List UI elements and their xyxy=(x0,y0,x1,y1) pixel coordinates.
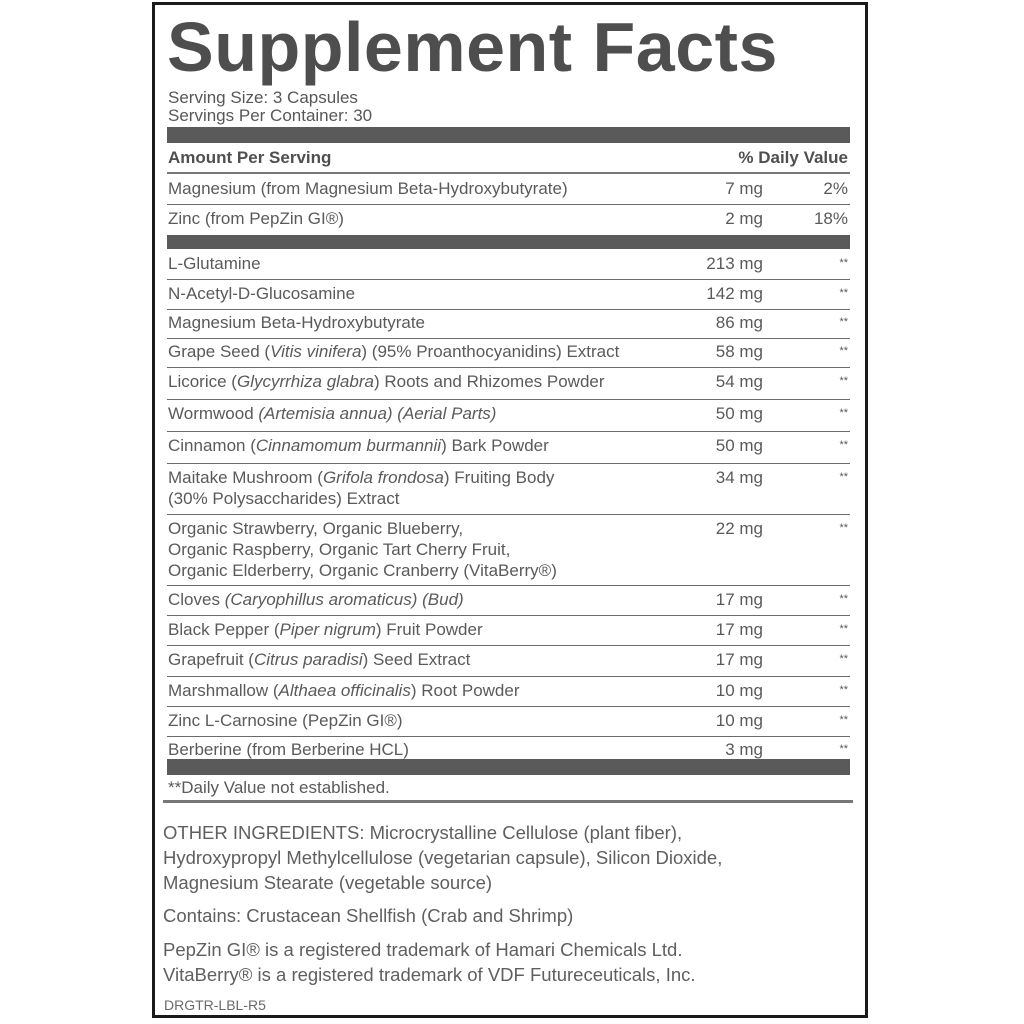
ingredient-dv: ** xyxy=(839,407,848,419)
label-code: DRGTR-LBL-R5 xyxy=(164,997,266,1013)
ingredient-row xyxy=(167,339,850,368)
ingredient-name: Marshmallow (Althaea officinalis) Root Powder xyxy=(168,681,520,700)
serving-size: Serving Size: 3 Capsules xyxy=(168,88,358,107)
ingredient-amount: 142 mg xyxy=(706,284,763,303)
ingredient-dv: ** xyxy=(839,439,848,451)
ingredient-amount: 17 mg xyxy=(715,590,763,609)
thick-divider xyxy=(167,235,850,249)
ingredient-dv: ** xyxy=(839,623,848,635)
label-title: Supplement Facts xyxy=(167,8,778,86)
ingredient-dv: ** xyxy=(839,316,848,328)
ingredient-amount: 22 mg xyxy=(715,519,763,538)
daily-value-heading: % Daily Value xyxy=(738,148,848,167)
ingredient-name: Organic Strawberry, Organic Blueberry, Organic Raspberry, Organic Tart Cherry Fruit, Organic Elderberry, Organic Cranberry (VitaBerry®) xyxy=(168,519,557,580)
nutrient-row xyxy=(167,206,850,234)
amount-per-serving-heading: Amount Per Serving xyxy=(168,148,332,167)
ingredient-amount: 213 mg xyxy=(706,254,763,273)
ingredient-amount: 17 mg xyxy=(715,650,763,669)
ingredient-amount: 10 mg xyxy=(715,681,763,700)
ingredient-row xyxy=(167,617,850,646)
ingredient-amount: 50 mg xyxy=(715,404,763,423)
ingredient-name: Wormwood (Artemisia annua) (Aerial Parts) xyxy=(168,404,497,423)
nutrient-name: Zinc (from PepZin GI®) xyxy=(168,209,344,228)
other-ingredients: OTHER INGREDIENTS: Microcrystalline Cellulose (plant fiber), Hydroxypropyl Methylcellulose (vegetarian capsule), Silicon Dioxide, Magnesium Stearate (vegetable source) xyxy=(163,822,723,893)
ingredient-row xyxy=(167,587,850,616)
ingredient-name: Maitake Mushroom (Grifola frondosa) Fruiting Body (30% Polysaccharides) Extract xyxy=(168,468,555,508)
ingredient-row xyxy=(167,369,850,400)
nutrient-dv: 2% xyxy=(823,179,848,198)
ingredient-name: Magnesium Beta-Hydroxybutyrate xyxy=(168,313,426,332)
thick-divider xyxy=(167,127,850,143)
ingredient-row xyxy=(167,516,850,586)
daily-value-footnote: **Daily Value not established. xyxy=(168,778,390,797)
ingredient-dv: ** xyxy=(839,593,848,605)
ingredient-amount: 17 mg xyxy=(715,620,763,639)
ingredient-name: Licorice (Glycyrrhiza glabra) Roots and Rhizomes Powder xyxy=(168,372,605,391)
ingredient-amount: 10 mg xyxy=(715,711,763,730)
ingredient-amount: 34 mg xyxy=(715,468,763,487)
column-header xyxy=(168,148,848,168)
ingredient-dv: ** xyxy=(839,653,848,665)
ingredient-dv: ** xyxy=(839,287,848,299)
nutrient-amount: 2 mg xyxy=(725,209,763,228)
supplement-facts-label xyxy=(152,2,868,1018)
ingredient-name: Berberine (from Berberine HCL) xyxy=(168,740,409,759)
ingredient-name: Cinnamon (Cinnamomum burmannii) Bark Powder xyxy=(168,436,549,455)
ingredient-name: Grapefruit (Citrus paradisi) Seed Extract xyxy=(168,650,471,669)
ingredient-dv: ** xyxy=(839,743,848,755)
ingredient-amount: 50 mg xyxy=(715,436,763,455)
ingredient-dv: ** xyxy=(839,714,848,726)
nutrient-name: Magnesium (from Magnesium Beta-Hydroxybutyrate) xyxy=(168,179,568,198)
ingredient-row xyxy=(167,737,850,759)
nutrient-row xyxy=(167,176,850,205)
nutrient-dv: 18% xyxy=(813,209,848,228)
allergen-statement: Contains: Crustacean Shellfish (Crab and Shrimp) xyxy=(163,905,574,926)
ingredient-row xyxy=(167,281,850,310)
ingredient-amount: 86 mg xyxy=(715,313,763,332)
ingredient-name: Zinc L-Carnosine (PepZin GI®) xyxy=(168,711,403,730)
ingredient-row xyxy=(167,401,850,432)
thick-divider xyxy=(167,759,850,775)
ingredient-row xyxy=(167,647,850,677)
divider xyxy=(167,172,850,174)
divider xyxy=(163,800,853,803)
ingredient-row xyxy=(167,433,850,464)
ingredient-name: L-Glutamine xyxy=(168,254,261,273)
ingredient-amount: 58 mg xyxy=(715,342,763,361)
ingredient-dv: ** xyxy=(839,345,848,357)
trademark-notice: PepZin GI® is a registered trademark of Hamari Chemicals Ltd. VitaBerry® is a registered trademark of VDF Futureceuticals, Inc. xyxy=(163,939,696,985)
ingredient-row xyxy=(167,251,850,280)
ingredient-name: Grape Seed (Vitis vinifera) (95% Proanthocyanidins) Extract xyxy=(168,342,620,361)
ingredient-dv: ** xyxy=(839,257,848,269)
ingredient-name: Cloves (Caryophillus aromaticus) (Bud) xyxy=(168,590,464,609)
ingredient-row xyxy=(167,678,850,707)
ingredient-amount: 54 mg xyxy=(715,372,763,391)
ingredient-name: Black Pepper (Piper nigrum) Fruit Powder xyxy=(168,620,483,639)
ingredient-row xyxy=(167,465,850,515)
nutrient-amount: 7 mg xyxy=(725,179,763,198)
ingredient-dv: ** xyxy=(839,522,848,534)
ingredient-dv: ** xyxy=(839,471,848,483)
ingredient-row xyxy=(167,310,850,339)
ingredient-dv: ** xyxy=(839,375,848,387)
ingredient-dv: ** xyxy=(839,684,848,696)
ingredient-row xyxy=(167,708,850,737)
ingredient-amount: 3 mg xyxy=(725,740,763,759)
servings-per-container: Servings Per Container: 30 xyxy=(168,106,373,125)
ingredient-name: N-Acetyl-D-Glucosamine xyxy=(168,284,356,303)
